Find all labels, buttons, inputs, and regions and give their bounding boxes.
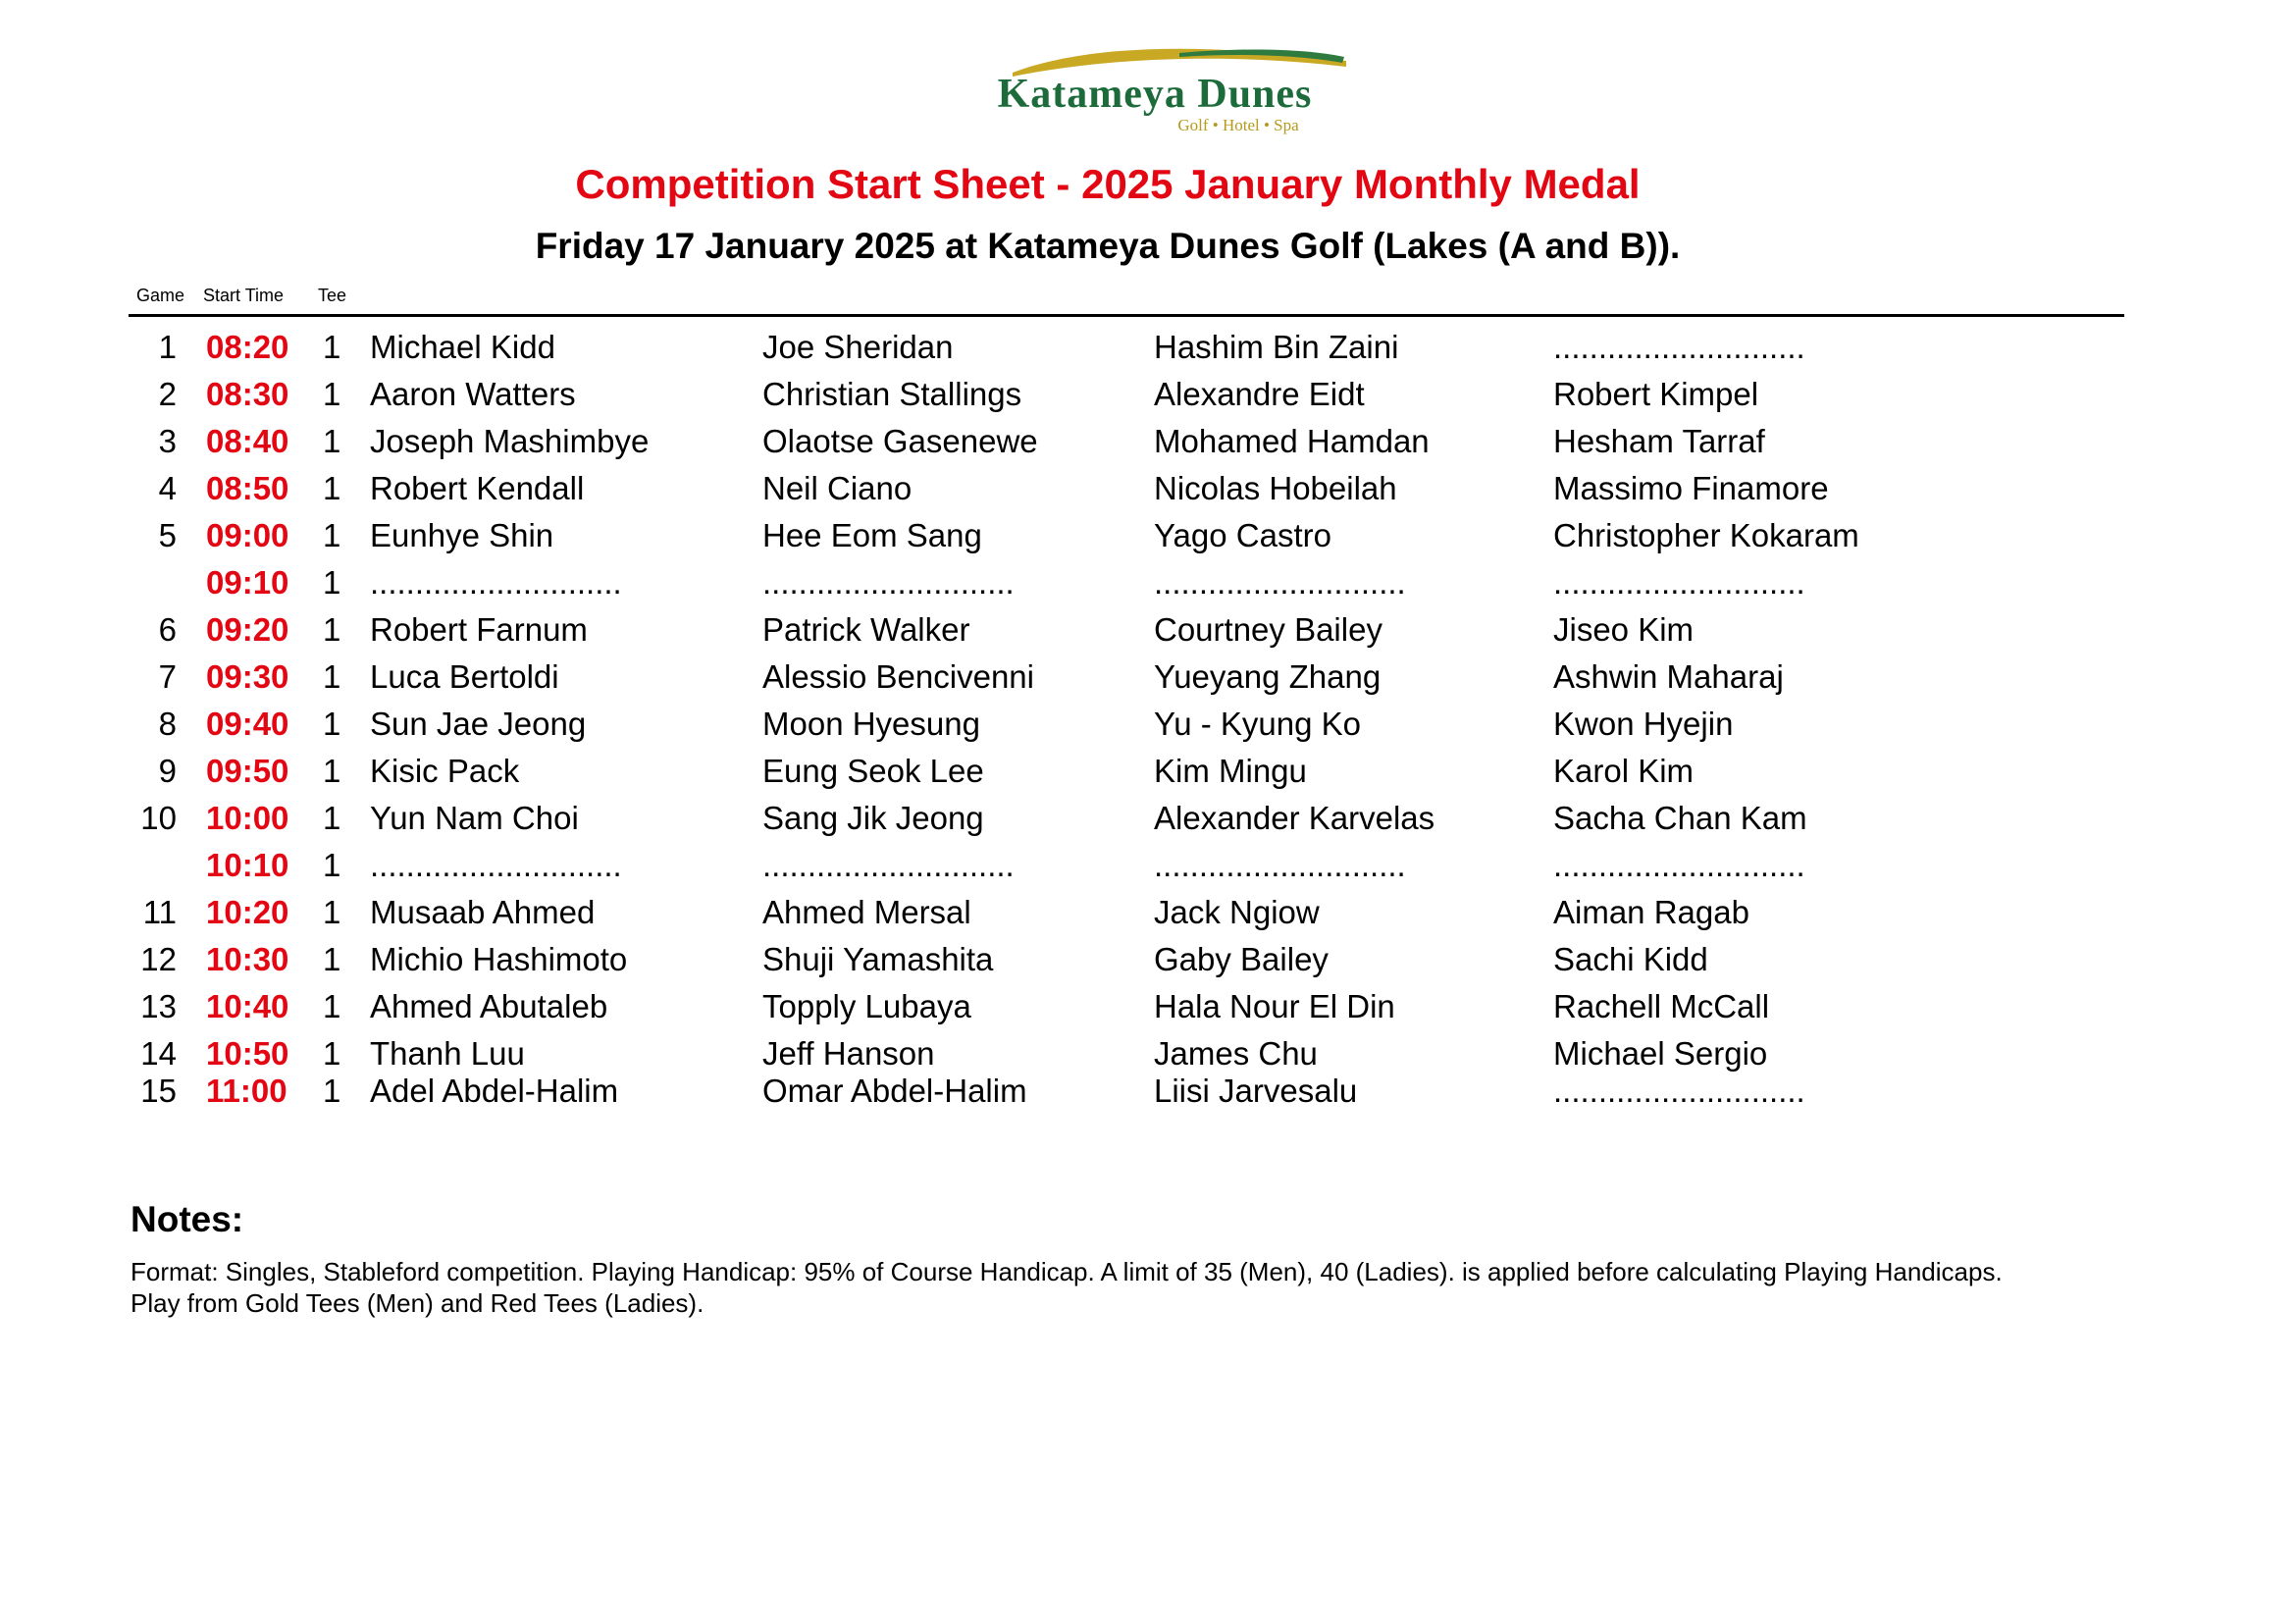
player-name: Omar Abdel-Halim <box>762 1073 1027 1109</box>
player-name: Michio Hashimoto <box>370 941 628 977</box>
notes-line: Format: Singles, Stableford competition. Playing Handicap: 95% of Course Handicap. A limit of 35 (Men), 40 (Ladies). is applied before calculating Playing Handicaps. <box>130 1257 2003 1286</box>
player-name: Massimo Finamore <box>1553 470 1829 506</box>
column-header-start-time: Start Time <box>203 286 285 305</box>
game-number: 10 <box>140 800 177 836</box>
game-number: 2 <box>158 376 177 412</box>
player-name: Rachell McCall <box>1553 988 1770 1024</box>
tee-number: 1 <box>323 753 341 789</box>
start-time: 08:50 <box>206 470 289 506</box>
player-name: Jack Ngiow <box>1154 894 1320 930</box>
player-name: Olaotse Gasenewe <box>762 423 1038 459</box>
game-number: 14 <box>140 1035 177 1072</box>
player-name: Courtney Bailey <box>1154 611 1382 648</box>
player-name: Michael Kidd <box>370 329 555 365</box>
player-name: Luca Bertoldi <box>370 658 559 695</box>
player-name: Sang Jik Jeong <box>762 800 984 836</box>
player-name: Ahmed Abutaleb <box>370 988 608 1024</box>
player-name: Jiseo Kim <box>1553 611 1695 648</box>
player-name: Yu - Kyung Ko <box>1154 706 1361 742</box>
player-name: ............................ <box>1154 847 1406 883</box>
player-name: Eung Seok Lee <box>762 753 984 789</box>
column-header-game: Game <box>136 286 185 305</box>
tee-number: 1 <box>323 423 341 459</box>
logo-name: Katameya Dunes <box>997 72 1313 117</box>
tee-number: 1 <box>323 470 341 506</box>
tee-number: 1 <box>323 988 341 1024</box>
player-name: Liisi Jarvesalu <box>1154 1073 1358 1109</box>
game-number: 11 <box>142 894 177 930</box>
player-name: Joseph Mashimbye <box>370 423 650 459</box>
start-time: 08:20 <box>206 329 289 365</box>
player-name: Aaron Watters <box>370 376 576 412</box>
player-name: Thanh Luu <box>370 1035 525 1072</box>
start-time: 10:00 <box>206 800 289 836</box>
player-name: ............................ <box>1553 329 1805 365</box>
start-time: 09:10 <box>206 564 289 601</box>
player-name: ............................ <box>1553 1073 1805 1109</box>
player-name: Kisic Pack <box>370 753 520 789</box>
start-time: 09:30 <box>206 658 289 695</box>
tee-number: 1 <box>323 1035 341 1072</box>
start-time: 09:20 <box>206 611 289 648</box>
player-name: Alexander Karvelas <box>1154 800 1435 836</box>
player-name: Aiman Ragab <box>1553 894 1749 930</box>
game-number: 5 <box>158 517 177 553</box>
page-subtitle: Friday 17 January 2025 at Katameya Dunes Golf (Lakes (A and B)). <box>535 226 1681 266</box>
game-number: 9 <box>158 753 177 789</box>
tee-number: 1 <box>323 564 341 601</box>
tee-number: 1 <box>323 894 341 930</box>
start-time: 10:30 <box>206 941 289 977</box>
start-time: 10:10 <box>206 847 289 883</box>
player-name: Robert Kimpel <box>1553 376 1759 412</box>
logo-tagline: Golf • Hotel • Spa <box>1177 116 1299 134</box>
header-divider <box>129 314 2124 317</box>
player-name: Hala Nour El Din <box>1154 988 1395 1024</box>
notes-heading: Notes: <box>130 1199 244 1239</box>
start-time: 09:50 <box>206 753 289 789</box>
start-time: 10:20 <box>206 894 289 930</box>
player-name: Adel Abdel-Halim <box>370 1073 619 1109</box>
player-name: Gaby Bailey <box>1154 941 1329 977</box>
player-name: ............................ <box>370 847 622 883</box>
katameya-dunes-logo <box>954 43 1356 134</box>
tee-number: 1 <box>323 706 341 742</box>
start-time: 10:40 <box>206 988 289 1024</box>
column-header-tee: Tee <box>318 286 347 305</box>
player-name: Neil Ciano <box>762 470 913 506</box>
tee-number: 1 <box>323 847 341 883</box>
game-number: 7 <box>158 658 177 695</box>
tee-number: 1 <box>323 376 341 412</box>
player-name: Kwon Hyejin <box>1553 706 1734 742</box>
player-name: Yago Castro <box>1154 517 1331 553</box>
notes-text <box>130 1256 2191 1319</box>
player-name: ............................ <box>370 564 622 601</box>
player-name: Topply Lubaya <box>762 988 971 1024</box>
tee-number: 1 <box>323 1073 341 1109</box>
start-time: 08:40 <box>206 423 289 459</box>
player-name: Alexandre Eidt <box>1154 376 1365 412</box>
player-name: Robert Kendall <box>370 470 585 506</box>
player-name: Sun Jae Jeong <box>370 706 587 742</box>
game-number: 6 <box>158 611 177 648</box>
player-name: Christopher Kokaram <box>1553 517 1859 553</box>
notes-line: Play from Gold Tees (Men) and Red Tees (Ladies). <box>130 1288 704 1318</box>
tee-number: 1 <box>323 941 341 977</box>
player-name: Kim Mingu <box>1154 753 1307 789</box>
tee-number: 1 <box>323 658 341 695</box>
game-number: 4 <box>158 470 177 506</box>
start-time: 10:50 <box>206 1035 289 1072</box>
start-time: 08:30 <box>206 376 289 412</box>
player-name: ............................ <box>762 847 1015 883</box>
player-name: Hashim Bin Zaini <box>1154 329 1399 365</box>
player-name: ............................ <box>1154 564 1406 601</box>
player-name: ............................ <box>1553 564 1805 601</box>
player-name: Hesham Tarraf <box>1553 423 1765 459</box>
player-name: Karol Kim <box>1553 753 1695 789</box>
player-name: ............................ <box>1553 847 1805 883</box>
player-name: Yun Nam Choi <box>370 800 579 836</box>
start-time: 11:00 <box>206 1073 287 1109</box>
player-name: ............................ <box>762 564 1015 601</box>
player-name: James Chu <box>1154 1035 1318 1072</box>
start-time: 09:00 <box>206 517 289 553</box>
player-name: Eunhye Shin <box>370 517 554 553</box>
player-name: Patrick Walker <box>762 611 970 648</box>
player-name: Joe Sheridan <box>762 329 954 365</box>
game-number: 15 <box>140 1073 177 1109</box>
start-time: 09:40 <box>206 706 289 742</box>
player-name: Christian Stallings <box>762 376 1022 412</box>
game-number: 12 <box>140 941 177 977</box>
player-name: Ashwin Maharaj <box>1553 658 1784 695</box>
player-name: Jeff Hanson <box>762 1035 935 1072</box>
game-number: 8 <box>158 706 177 742</box>
player-name: Sacha Chan Kam <box>1553 800 1807 836</box>
player-name: Shuji Yamashita <box>762 941 994 977</box>
player-name: Michael Sergio <box>1553 1035 1768 1072</box>
game-number: 13 <box>140 988 177 1024</box>
game-number: 1 <box>158 329 177 365</box>
player-name: Musaab Ahmed <box>370 894 596 930</box>
player-name: Robert Farnum <box>370 611 588 648</box>
player-name: Alessio Bencivenni <box>762 658 1034 695</box>
player-name: Yueyang Zhang <box>1154 658 1382 695</box>
tee-number: 1 <box>323 611 341 648</box>
player-name: Ahmed Mersal <box>762 894 971 930</box>
player-name: Nicolas Hobeilah <box>1154 470 1397 506</box>
tee-number: 1 <box>323 517 341 553</box>
player-name: Moon Hyesung <box>762 706 980 742</box>
tee-number: 1 <box>323 329 341 365</box>
player-name: Sachi Kidd <box>1553 941 1708 977</box>
game-number: 3 <box>158 423 177 459</box>
player-name: Mohamed Hamdan <box>1154 423 1430 459</box>
player-name: Hee Eom Sang <box>762 517 982 553</box>
tee-number: 1 <box>323 800 341 836</box>
page-title: Competition Start Sheet - 2025 January Monthly Medal <box>575 161 1641 207</box>
